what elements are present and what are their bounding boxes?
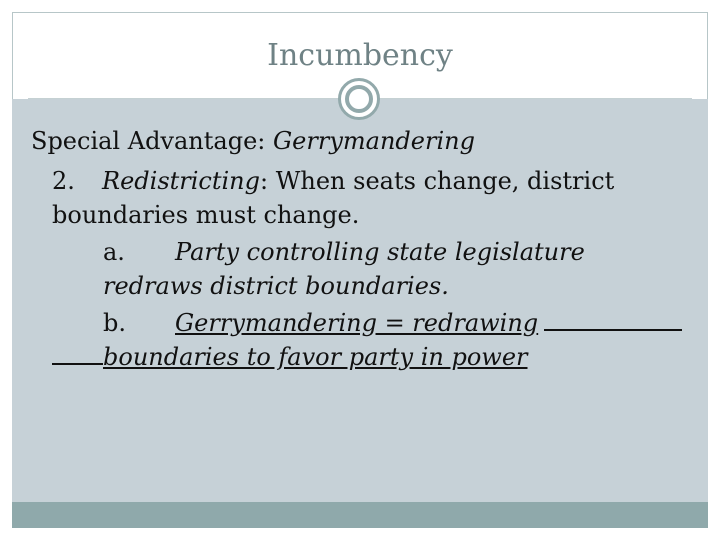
fill-in-blank: [52, 341, 103, 365]
heading-line: [31, 124, 475, 158]
heading-prefix: Special Advantage:: [31, 127, 273, 155]
sub-item-b-label: b.: [103, 309, 126, 337]
bottom-accent-bar: [12, 502, 708, 528]
sub-item-a-line-1: [103, 235, 585, 269]
sub-item-b-line-2: [52, 340, 528, 374]
sub-item-a-text: Party controlling state legislature: [175, 238, 585, 266]
sub-item-b-line-1: [103, 306, 682, 340]
sub-item-a-label: a.: [103, 238, 125, 266]
circle-ornament-icon: [338, 78, 380, 120]
sub-item-a-line-2: redraws district boundaries.: [103, 272, 449, 300]
item-2-line-2: boundaries must change.: [52, 201, 360, 229]
item-2-emphasis: Redistricting: [102, 167, 261, 195]
item-2-number: 2.: [52, 167, 75, 195]
item-2-line-1: [52, 164, 614, 198]
sub-item-b-text: Gerrymandering = redrawing: [175, 309, 539, 337]
heading-emphasis: Gerrymandering: [273, 127, 475, 155]
fill-in-blank: [544, 307, 682, 331]
item-2-text: : When seats change, district: [260, 167, 615, 195]
sub-item-b-text-continued: boundaries to favor party in power: [103, 343, 528, 371]
slide-title: Incumbency: [267, 38, 453, 73]
